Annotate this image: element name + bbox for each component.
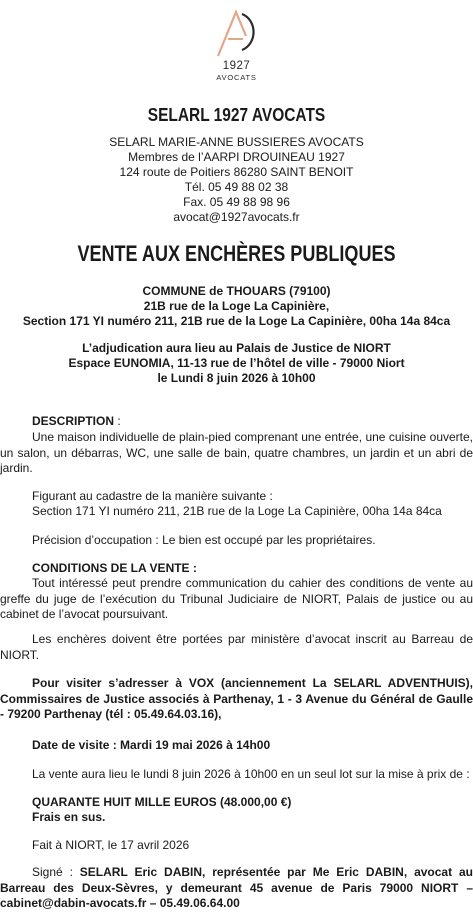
description-heading-line bbox=[32, 414, 121, 429]
firm-logo bbox=[0, 6, 473, 82]
logo-subtitle: AVOCATS bbox=[216, 73, 257, 82]
logo-year: 1927 bbox=[222, 60, 251, 72]
conditions-paragraph-2: Les enchères doivent être portées par ministère d’avocat inscrit au Barreau de NIORT. bbox=[0, 632, 473, 662]
venue-date: le Lundi 8 juin 2026 à 10h00 bbox=[157, 371, 316, 385]
description-heading-colon: : bbox=[114, 414, 121, 428]
fees-note: Frais en sus. bbox=[32, 810, 106, 824]
firm-line-2: Membres de l’AARPI DROUINEAU 1927 bbox=[128, 150, 345, 164]
firm-address: 124 route de Poitiers 86280 SAINT BENOIT bbox=[119, 165, 354, 179]
conditions-paragraph-1: Tout intéressé peut prendre communication du cahier des conditions de vente au greffe du juge de l’exécution du Tribunal Judiciaire de NIORT, Palais de justice ou au cabinet de l’avocat poursuivant. bbox=[0, 576, 473, 621]
property-cadastre: Section 171 YI numéro 211, 21B rue de la Loge La Capinière, 00ha 14a 84ca bbox=[22, 314, 451, 328]
firm-fax: Fax. 05 49 88 98 96 bbox=[183, 195, 290, 209]
signed-label: Signé : bbox=[32, 865, 80, 879]
venue-line-1: L’adjudication aura lieu au Palais de Justice de NIORT bbox=[82, 341, 391, 355]
signed-text: SELARL Eric DABIN, représentée par Me Eric DABIN, avocat au Barreau des Deux-Sèvres, y demeurant 45 avenue de Paris 79000 NIORT – cabinet@dabin-avocats.fr – 05.49.06.64.00 bbox=[0, 865, 473, 910]
sale-title: VENTE AUX ENCHÈRES PUBLIQUES bbox=[77, 241, 396, 266]
visit-information: Pour visiter s’adresser à VOX (anciennement La SELARL ADVENTHUIS), Commissaires de Justice associés à Parthenay, 1 - 3 Avenue du Général de Gaulle - 79200 Parthenay (tél : 05.49.64.03.16), bbox=[0, 676, 473, 721]
description-text: Une maison individuelle de plain-pied comprenant une entrée, une cuisine ouverte, un salon, un débarras, WC, une salle de bain, quatre chambres, un jardin et un abri de jardin. bbox=[0, 430, 473, 475]
done-at: Fait à NIORT, le 17 avril 2026 bbox=[32, 838, 190, 852]
conditions-heading: CONDITIONS DE LA VENTE : bbox=[32, 561, 197, 575]
venue-line-2: Espace EUNOMIA, 11-13 rue de l’hôtel de ville - 79000 Niort bbox=[68, 356, 405, 370]
firm-email[interactable]: avocat@1927avocats.fr bbox=[173, 210, 300, 224]
cadastre-intro: Figurant au cadastre de la manière suivante : bbox=[32, 489, 273, 503]
property-commune: COMMUNE de THOUARS (79100) bbox=[142, 284, 331, 298]
visit-date: Date de visite : Mardi 19 mai 2026 à 14h00 bbox=[32, 738, 271, 752]
firm-line-1: SELARL MARIE-ANNE BUSSIERES AVOCATS bbox=[109, 135, 364, 149]
occupation: Précision d’occupation : Le bien est occupé par les propriétaires. bbox=[32, 533, 376, 547]
firm-phone: Tél. 05 49 88 02 38 bbox=[184, 180, 289, 194]
reserve-price: QUARANTE HUIT MILLE EUROS (48.000,00 €) bbox=[32, 795, 292, 809]
description-heading: DESCRIPTION bbox=[32, 414, 115, 428]
sale-conditions: La vente aura lieu le lundi 8 juin 2026 à 10h00 en un seul lot sur la mise à prix de : bbox=[32, 767, 470, 781]
property-street: 21B rue de la Loge La Capinière, bbox=[143, 299, 330, 313]
signature-block bbox=[0, 865, 473, 912]
firm-name: SELARL 1927 AVOCATS bbox=[147, 105, 326, 125]
logo-a-mark-icon bbox=[206, 6, 268, 62]
cadastre-detail: Section 171 YI numéro 211, 21B rue de la Loge La Capinière, 00ha 14a 84ca bbox=[32, 504, 442, 518]
